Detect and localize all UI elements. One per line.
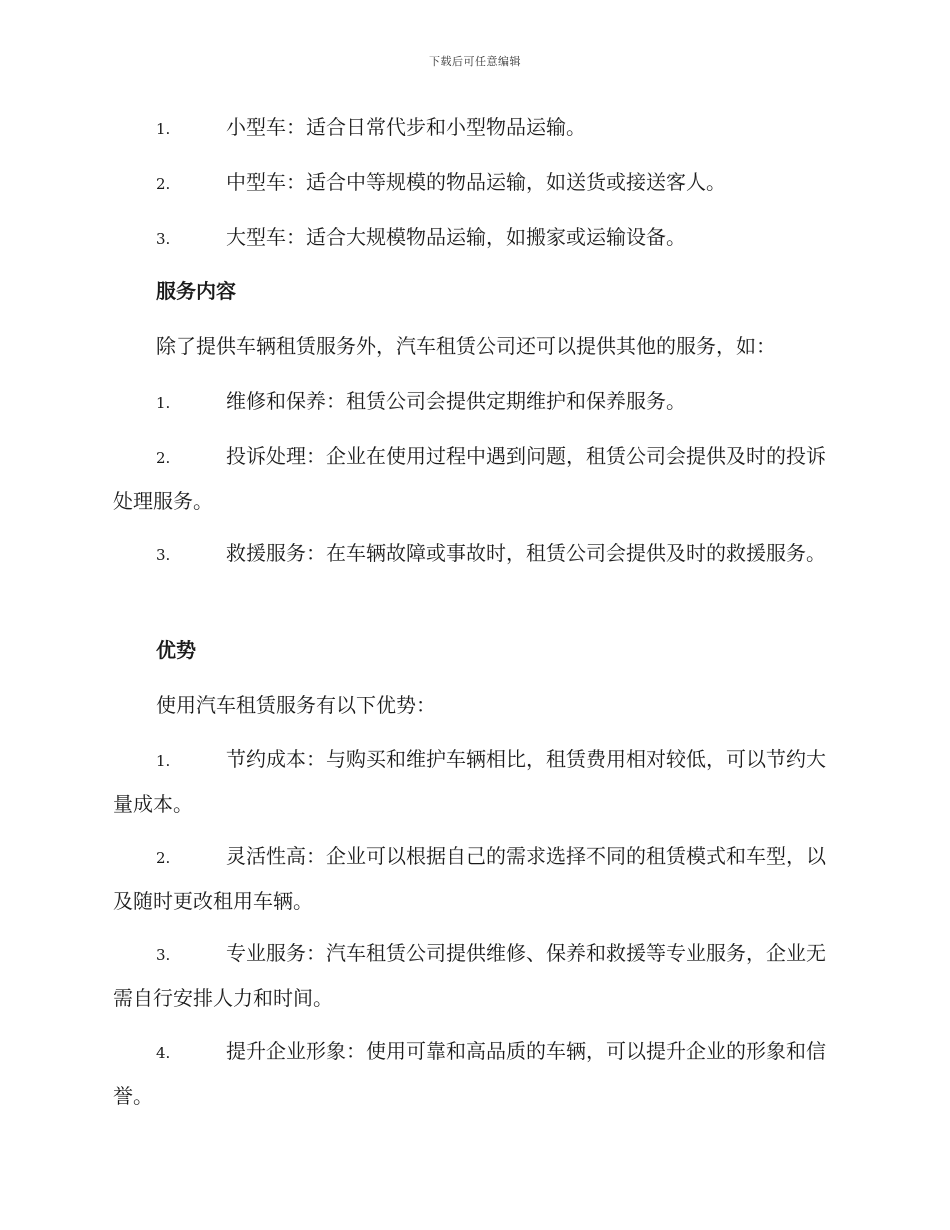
list-item-service-3	[113, 532, 835, 577]
list-number: 2.	[156, 175, 171, 193]
page-header-note: 下载后可任意编辑	[429, 55, 521, 68]
list-number: 3.	[156, 546, 171, 564]
services-intro: 除了提供车辆租赁服务外，汽车租赁公司还可以提供其他的服务，如：	[156, 334, 776, 358]
list-text: 投诉处理：企业在使用过程中遇到问题，租赁公司会提供及时的投诉处理服务。	[113, 444, 826, 513]
list-text: 节约成本：与购买和维护车辆相比，租赁费用相对较低，可以节约大量成本。	[113, 747, 826, 816]
list-text: 专业服务：汽车租赁公司提供维修、保养和救援等专业服务，企业无需自行安排人力和时间。	[113, 941, 826, 1010]
list-number: 1.	[156, 120, 171, 138]
list-text: 提升企业形象：使用可靠和高品质的车辆，可以提升企业的形象和信誉。	[113, 1039, 826, 1108]
list-item-advantage-1	[113, 738, 835, 826]
list-text: 中型车：适合中等规模的物品运输，如送货或接送客人。	[226, 170, 726, 194]
list-text: 灵活性高：企业可以根据自己的需求选择不同的租赁模式和车型，以及随时更改租用车辆。	[113, 844, 826, 913]
section-heading-services: 服务内容	[156, 279, 236, 303]
list-item-advantage-2	[113, 835, 835, 923]
section-heading-advantages: 优势	[156, 638, 196, 662]
list-item-advantage-3	[113, 932, 835, 1020]
list-number: 4.	[156, 1044, 171, 1062]
list-item-service-2	[113, 435, 835, 523]
list-text: 维修和保养：租赁公司会提供定期维护和保养服务。	[226, 389, 686, 413]
list-number: 2.	[156, 849, 171, 867]
list-number: 3.	[156, 230, 171, 248]
list-item-service-1	[113, 380, 835, 425]
list-item-advantage-4	[113, 1030, 835, 1118]
list-number: 3.	[156, 946, 171, 964]
list-number: 1.	[156, 394, 171, 412]
list-text: 救援服务：在车辆故障或事故时，租赁公司会提供及时的救援服务。	[226, 541, 826, 565]
list-text: 小型车：适合日常代步和小型物品运输。	[226, 115, 586, 139]
list-item-vehicle-1	[113, 106, 835, 151]
list-number: 2.	[156, 449, 171, 467]
advantages-intro: 使用汽车租赁服务有以下优势：	[156, 693, 436, 717]
list-item-vehicle-2	[113, 161, 835, 206]
list-number: 1.	[156, 752, 171, 770]
list-text: 大型车：适合大规模物品运输，如搬家或运输设备。	[226, 225, 686, 249]
list-item-vehicle-3	[113, 216, 835, 261]
